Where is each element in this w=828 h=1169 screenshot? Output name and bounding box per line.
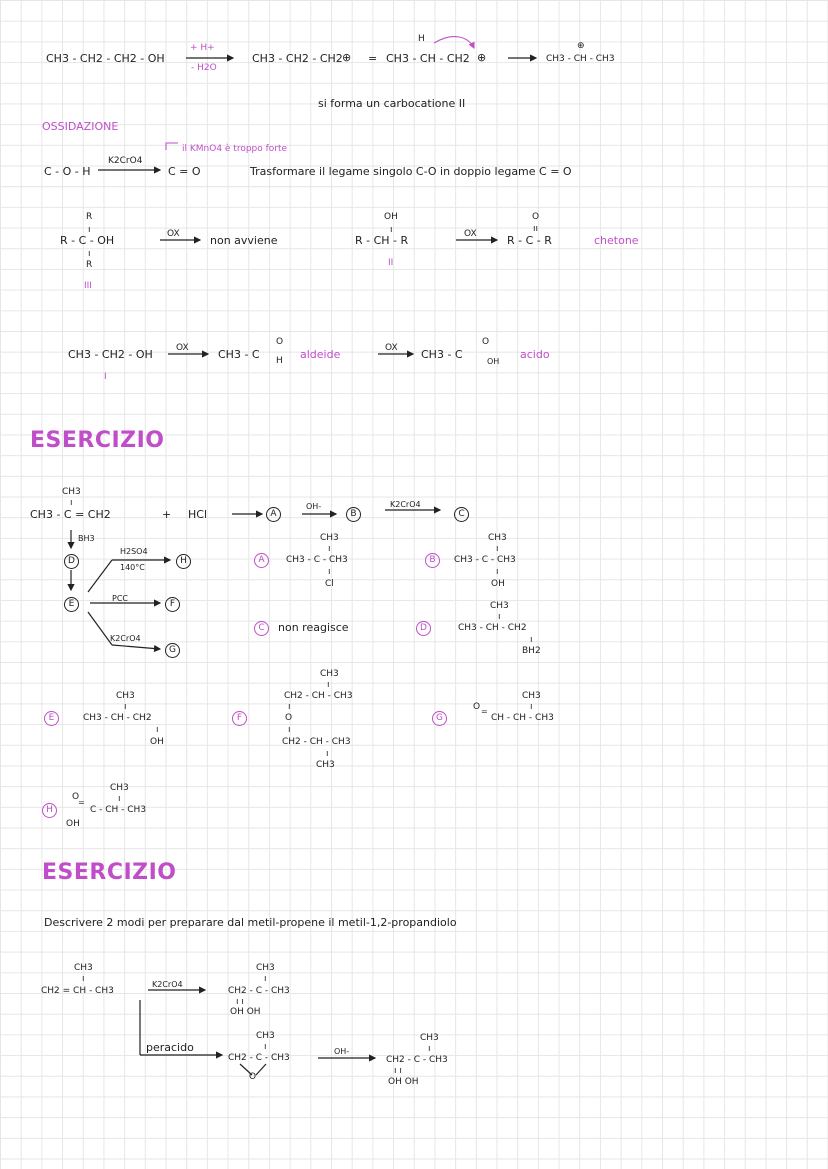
primary-alcohol: CH3 - CH2 - OH xyxy=(68,348,153,361)
secondary-ox: OX xyxy=(464,229,477,239)
secondary-oh: OH xyxy=(384,212,398,222)
general-alcohol: C - O - H xyxy=(44,165,91,178)
general-carbonyl: C = O xyxy=(168,165,201,178)
prod-c-text: non reagisce xyxy=(278,621,349,634)
bond-mark: ı xyxy=(156,725,159,735)
epoxide-chain: CH2 - C - CH3 xyxy=(228,1053,290,1063)
bond-mark: ı ı xyxy=(394,1066,402,1076)
k2cro4-reagent: K2CrO4 xyxy=(390,500,421,509)
charge-plus-2: ⊕ xyxy=(477,51,487,64)
prod-h-label: H xyxy=(42,802,57,818)
aldehyde-o: O xyxy=(276,337,284,347)
temperature: 140°C xyxy=(120,563,145,572)
bond-mark: ı xyxy=(88,225,91,235)
esercizio-1-title: ESERCIZIO xyxy=(30,428,165,453)
bh3-reagent: BH3 xyxy=(78,534,95,543)
prod-e-bottom: OH xyxy=(150,737,164,747)
prod-d-bottom: BH2 xyxy=(522,646,541,656)
aldehyde-chain: CH3 - C xyxy=(218,348,260,361)
prod-h-o: O xyxy=(72,792,80,802)
start-2-methyl: CH3 xyxy=(74,963,93,973)
prod-a-label: A xyxy=(254,552,269,568)
bond-mark: ı xyxy=(498,612,501,622)
plus-sign: + xyxy=(162,508,172,521)
oh-minus-reagent: OH- xyxy=(306,502,322,511)
prod-f-chain2: CH2 - CH - CH3 xyxy=(282,737,351,747)
primary-label: I xyxy=(104,372,107,382)
aldehyde-h: H xyxy=(276,356,283,366)
label-a: A xyxy=(266,506,281,522)
double-bond-mark: ıı xyxy=(533,224,539,234)
epoxide-top: CH3 xyxy=(256,1031,275,1041)
tertiary-ox: OX xyxy=(167,229,180,239)
prod-b-top: CH3 xyxy=(488,533,507,543)
prod-a-bottom: Cl xyxy=(325,579,334,589)
reagent-1: K2CrO4 xyxy=(152,980,183,989)
prod-f-o: O xyxy=(285,713,293,723)
prod-b-chain: CH3 - C - CH3 xyxy=(454,555,516,565)
label-d: D xyxy=(64,553,79,569)
carbocation-note: si forma un carbocatione II xyxy=(318,97,466,110)
pcc-reagent: PCC xyxy=(112,594,128,603)
rearrangement-chain: CH3 - CH - CH2 xyxy=(386,52,470,65)
prod-d-top: CH3 xyxy=(490,601,509,611)
tertiary-label: III xyxy=(84,281,92,291)
prod-g-label: G xyxy=(432,710,447,726)
bond-mark: ı ı xyxy=(236,997,244,1007)
prod-f-chain1: CH2 - CH - CH3 xyxy=(284,691,353,701)
prod-f-bottom: CH3 xyxy=(316,760,335,770)
prod-c-label: C xyxy=(254,620,269,636)
acid-chain: CH3 - C xyxy=(421,348,463,361)
bond-mark: ı xyxy=(288,725,291,735)
prod-h-chain: C - CH - CH3 xyxy=(90,805,147,815)
label-g-arrow: G xyxy=(165,642,180,658)
ketone-chain: R - C - R xyxy=(507,234,552,247)
tertiary-r-top: R xyxy=(86,212,93,222)
bond-mark: ı xyxy=(70,498,73,508)
dehydration-condition-bottom: - H2O xyxy=(191,63,217,73)
kmno4-note: il KMnO4 è troppo forte xyxy=(182,144,288,154)
tertiary-r-bottom: R xyxy=(86,260,93,270)
hcl: HCl xyxy=(188,508,208,521)
label-h-arrow: H xyxy=(176,553,191,569)
label-e: E xyxy=(64,596,79,612)
bond-mark: ı xyxy=(264,974,267,984)
label-f-arrow: F xyxy=(165,596,180,612)
prod2-bottom: OH OH xyxy=(388,1077,419,1087)
bond-mark: ı xyxy=(82,974,85,984)
bond-mark: ı xyxy=(428,1044,431,1054)
secondary-carbocation: CH3 - CH - CH3 xyxy=(546,54,615,64)
start-methyl: CH3 xyxy=(62,487,81,497)
prod-h-oh: OH xyxy=(66,819,80,829)
bond-mark: ı xyxy=(124,702,127,712)
label-c: C xyxy=(454,506,469,522)
oh-minus-2: OH- xyxy=(334,1047,350,1056)
h2so4-reagent: H2SO4 xyxy=(120,547,148,556)
ketone-o: O xyxy=(532,212,540,222)
dehydration-reactant: CH3 - CH2 - CH2 - OH xyxy=(46,52,165,65)
secondary-alcohol: R - CH - R xyxy=(355,234,409,247)
prod-b-label: B xyxy=(425,552,440,568)
bond-mark: ı xyxy=(496,567,499,577)
prod1-chain: CH2 - C - CH3 xyxy=(228,986,290,996)
ketone-name: chetone xyxy=(594,234,639,247)
bond-mark: ı xyxy=(118,794,121,804)
esercizio-2-prompt: Descrivere 2 modi per preparare dal metil-propene il metil-1,2-propandiolo xyxy=(44,916,457,929)
primary-carbocation: CH3 - CH2 - CH2 xyxy=(252,52,343,65)
start-2-alkene: CH2 = CH - CH3 xyxy=(41,986,114,996)
tertiary-result: non avviene xyxy=(210,234,278,247)
prod-e-top: CH3 xyxy=(116,691,135,701)
prod1-bottom: OH OH xyxy=(230,1007,261,1017)
prod-g-o: O xyxy=(473,702,481,712)
prod-d-label: D xyxy=(416,620,431,636)
tertiary-alcohol: R - C - OH xyxy=(60,234,115,247)
prod-h-top: CH3 xyxy=(110,783,129,793)
prod-a-top: CH3 xyxy=(320,533,339,543)
prod-f-top: CH3 xyxy=(320,669,339,679)
bond-mark: ı xyxy=(390,225,393,235)
bond-mark: ı xyxy=(328,544,331,554)
secondary-label: II xyxy=(388,258,394,268)
bond-mark: ı xyxy=(288,702,291,712)
bond-mark: ı xyxy=(88,249,91,259)
prod1-top: CH3 xyxy=(256,963,275,973)
equals-sign: = xyxy=(368,52,378,65)
prod-b-bottom: OH xyxy=(491,579,505,589)
prod-e-chain: CH3 - CH - CH2 xyxy=(83,713,152,723)
charge-plus-1: ⊕ xyxy=(342,51,352,64)
bond-mark: ı xyxy=(326,749,329,759)
prod2-chain: CH2 - C - CH3 xyxy=(386,1055,448,1065)
bond-mark: ı xyxy=(328,567,331,577)
reagent-2: peracido xyxy=(146,1041,194,1054)
prod-a-chain: CH3 - C - CH3 xyxy=(286,555,348,565)
general-note: Trasformare il legame singolo C-O in doppio legame C = O xyxy=(250,165,572,178)
ossidazione-heading: OSSIDAZIONE xyxy=(42,120,119,133)
esercizio-2-title: ESERCIZIO xyxy=(42,860,177,885)
acid-oh: OH xyxy=(487,357,500,366)
dehydration-condition-top: + H+ xyxy=(190,43,215,53)
bond-mark: ı xyxy=(264,1042,267,1052)
prod-g-top: CH3 xyxy=(522,691,541,701)
prod-e-label: E xyxy=(44,710,59,726)
migrating-hydrogen: H xyxy=(418,34,425,44)
bond-mark: ı xyxy=(327,680,330,690)
bond-mark: ı xyxy=(530,702,533,712)
product-charge: ⊕ xyxy=(577,41,585,51)
primary-ox-1: OX xyxy=(176,343,189,353)
double-bond-mark: = xyxy=(481,707,488,716)
aldehyde-name: aldeide xyxy=(300,348,341,361)
acid-o: O xyxy=(482,337,490,347)
prod-g-chain: CH - CH - CH3 xyxy=(491,713,554,723)
acid-name: acido xyxy=(520,348,550,361)
bond-mark: ı xyxy=(530,635,533,645)
primary-ox-2: OX xyxy=(385,343,398,353)
prod-d-chain: CH3 - CH - CH2 xyxy=(458,623,527,633)
bond-mark: ı xyxy=(496,544,499,554)
general-reagent: K2CrO4 xyxy=(108,156,143,166)
prod2-top: CH3 xyxy=(420,1033,439,1043)
label-b: B xyxy=(346,506,361,522)
prod-f-label: F xyxy=(232,710,247,726)
start-alkene: CH3 - C = CH2 xyxy=(30,508,111,521)
double-bond-mark: = xyxy=(78,798,85,807)
k2cro4-reagent-b: K2CrO4 xyxy=(110,634,141,643)
epoxide-o: O xyxy=(249,1072,257,1082)
